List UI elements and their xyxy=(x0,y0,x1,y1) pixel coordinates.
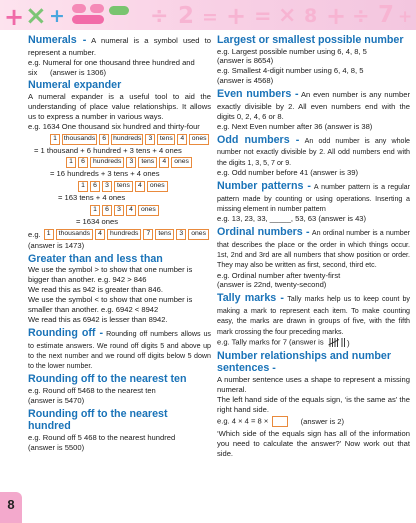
nearest-ten-line2: (answer is 5470) xyxy=(28,395,85,405)
smallest-line1: e.g. Smallest 4-digit number using 6, 4, 8, 5 xyxy=(217,66,364,76)
numeral-expander-heading: Numeral expander xyxy=(28,79,122,92)
tally-marks-icon xyxy=(328,337,354,348)
digit-box: 3 xyxy=(114,205,124,216)
largest-line1: e.g. Largest possible number using 6, 4, 8, 5 xyxy=(217,46,367,56)
numerals-example-line2: six (answer is 1306) xyxy=(28,67,107,77)
numerals-example-line1: e.g. Numeral for one thousand three hundred and xyxy=(28,57,195,67)
tally-example-text: e.g. Tally marks for 7 (answer is xyxy=(217,337,324,347)
rounding-heading: Rounding off - xyxy=(28,326,104,339)
expander-row-5 xyxy=(28,229,211,240)
place-label-box: tens xyxy=(138,157,157,168)
missing-number-box xyxy=(272,416,288,427)
nearest-ten-section xyxy=(28,373,211,405)
digit-box: 6 xyxy=(90,181,100,192)
nearest-hundred-line1: e.g. Round off 5 468 to the nearest hundred xyxy=(28,432,176,442)
place-label-box: hundreds xyxy=(111,134,143,145)
tally-marks-text: Tally marks help us to keep count by making a mark to represent each item. To make counting easy, the marks are drawn in groups of five, with the fifth mark crossing the four preceding marks. xyxy=(217,295,410,336)
number-sentences-heading: Number relationships and number sentences - xyxy=(217,349,391,375)
numeral-expander-section xyxy=(28,79,211,250)
math-symbol-decoration: 8 xyxy=(304,5,318,27)
tally-marks-example xyxy=(217,337,410,348)
greater-less-line: We use the symbol > to show that one number is bigger than another. e.g. 942 > 846 xyxy=(28,265,193,285)
decorative-pill xyxy=(90,4,104,13)
math-symbol-decoration: + xyxy=(326,2,347,30)
largest-smallest-heading: Largest or smallest possible number xyxy=(217,34,404,46)
ordinal-numbers-text: An ordinal number is a number that describes the place or the order in which things occur. 1st, 2nd and 3rd are all numbers that show position or order. They may also be written as first, second, third etc. xyxy=(217,228,411,270)
even-numbers-section xyxy=(217,88,410,131)
right-column xyxy=(217,34,410,461)
place-label-box: hundreds xyxy=(107,229,141,240)
eg-label: e.g. xyxy=(28,229,41,239)
sentence-example-answer: (answer is 2) xyxy=(300,416,345,426)
digit-box: 4 xyxy=(159,157,169,168)
expander-equation-1: = 1 thousand + 6 hundred + 3 tens + 4 ones xyxy=(34,145,182,155)
place-label-box: ones xyxy=(188,229,209,240)
math-symbol-decoration: ÷ xyxy=(352,4,370,28)
number-sentences-section xyxy=(217,350,410,459)
decorative-pill xyxy=(72,4,86,13)
odd-numbers-section xyxy=(217,134,410,178)
rounding-section xyxy=(28,327,211,372)
ordinal-line2: (answer is 22nd, twenty-second) xyxy=(217,280,327,290)
math-symbol-decoration: + xyxy=(398,7,413,27)
top-decorative-band xyxy=(0,0,416,30)
place-label-box: ones xyxy=(171,157,192,168)
greater-less-heading: Greater than and less than xyxy=(28,252,163,265)
numeral-expander-example: e.g. 1634 One thousand six hundred and thirty-four xyxy=(28,121,200,131)
expander-row-4 xyxy=(28,205,211,216)
plus-decoration-icon: + xyxy=(4,3,25,30)
digit-box: 1 xyxy=(66,157,76,168)
decorative-pill xyxy=(109,6,129,15)
number-sentences-example xyxy=(217,416,410,427)
nearest-hundred-line2: (answer is 5500) xyxy=(28,442,85,452)
ordinal-numbers-heading: Ordinal numbers - xyxy=(217,225,310,238)
digit-box: 7 xyxy=(143,229,153,240)
math-symbol-decoration: ÷ xyxy=(150,4,169,29)
numeral-expander-text: A numeral expander is a useful tool to aid the understanding of place value relationships. It allows us to express a number in various ways. xyxy=(28,92,211,121)
place-label-box: thousands xyxy=(62,134,97,145)
even-numbers-example: e.g. Next Even number after 36 (answer is 38) xyxy=(217,121,373,131)
ordinal-line1: e.g. Ordinal number after twenty-first xyxy=(217,270,341,280)
math-symbol-decoration: = xyxy=(254,4,272,28)
digit-box: 3 xyxy=(145,134,155,145)
math-symbol-decoration: 2 xyxy=(178,3,195,29)
greater-less-section xyxy=(28,253,211,325)
expander-equation-4: = 1634 ones xyxy=(76,217,119,227)
nearest-ten-heading: Rounding off to the nearest ten xyxy=(28,373,187,386)
digit-box: 4 xyxy=(95,229,105,240)
digit-box: 1 xyxy=(44,229,54,240)
decorative-pill xyxy=(72,15,104,24)
expander-row-3 xyxy=(28,181,211,192)
left-column xyxy=(28,34,211,455)
digit-box: 4 xyxy=(126,205,136,216)
digit-box: 1 xyxy=(90,205,100,216)
nearest-hundred-heading: Rounding off to the nearest hundred xyxy=(28,407,168,433)
even-numbers-heading: Even numbers - xyxy=(217,88,299,101)
nearest-ten-line1: e.g. Round off 5468 to the nearest ten xyxy=(28,385,156,395)
number-patterns-example xyxy=(217,214,410,224)
math-symbol-decoration: × xyxy=(278,3,297,28)
place-label-box: tens xyxy=(155,229,174,240)
digit-box: 3 xyxy=(102,181,112,192)
largest-line2: (answer is 8654) xyxy=(217,56,274,66)
digit-box: 6 xyxy=(78,157,88,168)
place-label-box: tens xyxy=(157,134,175,145)
expander-row-2 xyxy=(28,157,211,168)
digit-box: 3 xyxy=(126,157,136,168)
even-numbers-text: An even number is any number exactly divisible by 2. All even numbers end with the digits 0, 2, 4, 6 or 8. xyxy=(217,90,410,121)
number-sentences-text2: The left hand side of the equals sign, ‘is the same as’ the right hand side. xyxy=(217,394,410,414)
place-label-box: ones xyxy=(189,134,209,145)
largest-smallest-section xyxy=(217,34,410,86)
nearest-hundred-section xyxy=(28,408,211,453)
odd-numbers-text: An odd number is any whole number not exactly divisible by 2. All odd numbers end with the digits 1, 3, 5, 7 or 9. xyxy=(217,136,410,167)
digit-box: 4 xyxy=(177,134,187,145)
rounding-text: Rounding off numbers allows us to estimate answers. We round off digits 5 and above up to the next number and we round off digits below 5 down to the lower number. xyxy=(28,329,211,370)
expander-equation-3: = 163 tens + 4 ones xyxy=(58,193,126,203)
place-label-box: ones xyxy=(147,181,168,192)
page-number: 8 xyxy=(7,497,15,512)
number-patterns-section xyxy=(217,180,410,224)
place-label-box: thousands xyxy=(56,229,93,240)
digit-box: 1 xyxy=(50,134,60,145)
digit-box: 6 xyxy=(99,134,109,145)
odd-numbers-example: e.g. Odd number before 41 (answer is 39) xyxy=(217,167,358,177)
number-sentences-text: A number sentence uses a shape to represent a missing numeral. xyxy=(217,375,410,394)
number-patterns-heading: Number patterns - xyxy=(217,179,311,192)
numerals-heading: Numerals - xyxy=(28,34,87,46)
number-sentences-text3: ‘Which side of the equals sign has all of the information you need to calculate the answer?’ Now work out that side. xyxy=(217,429,410,459)
digit-box: 1 xyxy=(78,181,88,192)
pattern-example-start: e.g. 13, 23, 33, xyxy=(217,214,268,224)
smallest-line2: (answer is 4568) xyxy=(217,76,274,86)
number-patterns-text: A number pattern is a regular pattern made by counting or using operations. Inserting a missing element in number pattern xyxy=(217,182,410,213)
math-symbol-decoration: = xyxy=(202,6,218,28)
digit-box: 3 xyxy=(176,229,186,240)
math-symbol-decoration: 7 xyxy=(378,2,395,28)
pattern-blank: _____ xyxy=(269,214,291,224)
numerals-section xyxy=(28,34,211,77)
multiply-decoration-icon: × xyxy=(25,1,47,30)
place-label-box: ones xyxy=(138,205,159,216)
expander-answer: (answer is 1473) xyxy=(28,240,85,250)
tally-marks-section xyxy=(217,292,410,348)
sentence-example-start: e.g. 4 × 4 = 8 × xyxy=(217,416,269,426)
greater-less-line: We read this as 6942 is lesser than 8942. xyxy=(28,314,168,324)
place-label-box: tens xyxy=(114,181,133,192)
expander-row-1 xyxy=(28,134,211,145)
pattern-example-end: , 53, 63 (answer is 43) xyxy=(290,214,367,224)
svg-text:): ) xyxy=(346,338,350,348)
tally-marks-heading: Tally marks - xyxy=(217,292,284,305)
odd-numbers-heading: Odd numbers - xyxy=(217,133,300,146)
digit-box: 6 xyxy=(102,205,112,216)
digit-box: 4 xyxy=(135,181,145,192)
math-symbol-decoration: + xyxy=(226,2,247,30)
ordinal-numbers-section xyxy=(217,226,410,290)
greater-less-line: We read this as 942 is greater than 846. xyxy=(28,285,163,295)
place-label-box: hundreds xyxy=(90,157,124,168)
greater-less-line: We use the symbol < to show that one number is smaller than another. e.g. 6942 < 8942 xyxy=(28,295,193,314)
plus-decoration-icon: + xyxy=(49,5,65,27)
numerals-text: A numeral is a symbol used to represent a number. xyxy=(28,36,211,57)
expander-equation-2: = 16 hundreds + 3 tens + 4 ones xyxy=(50,169,160,179)
